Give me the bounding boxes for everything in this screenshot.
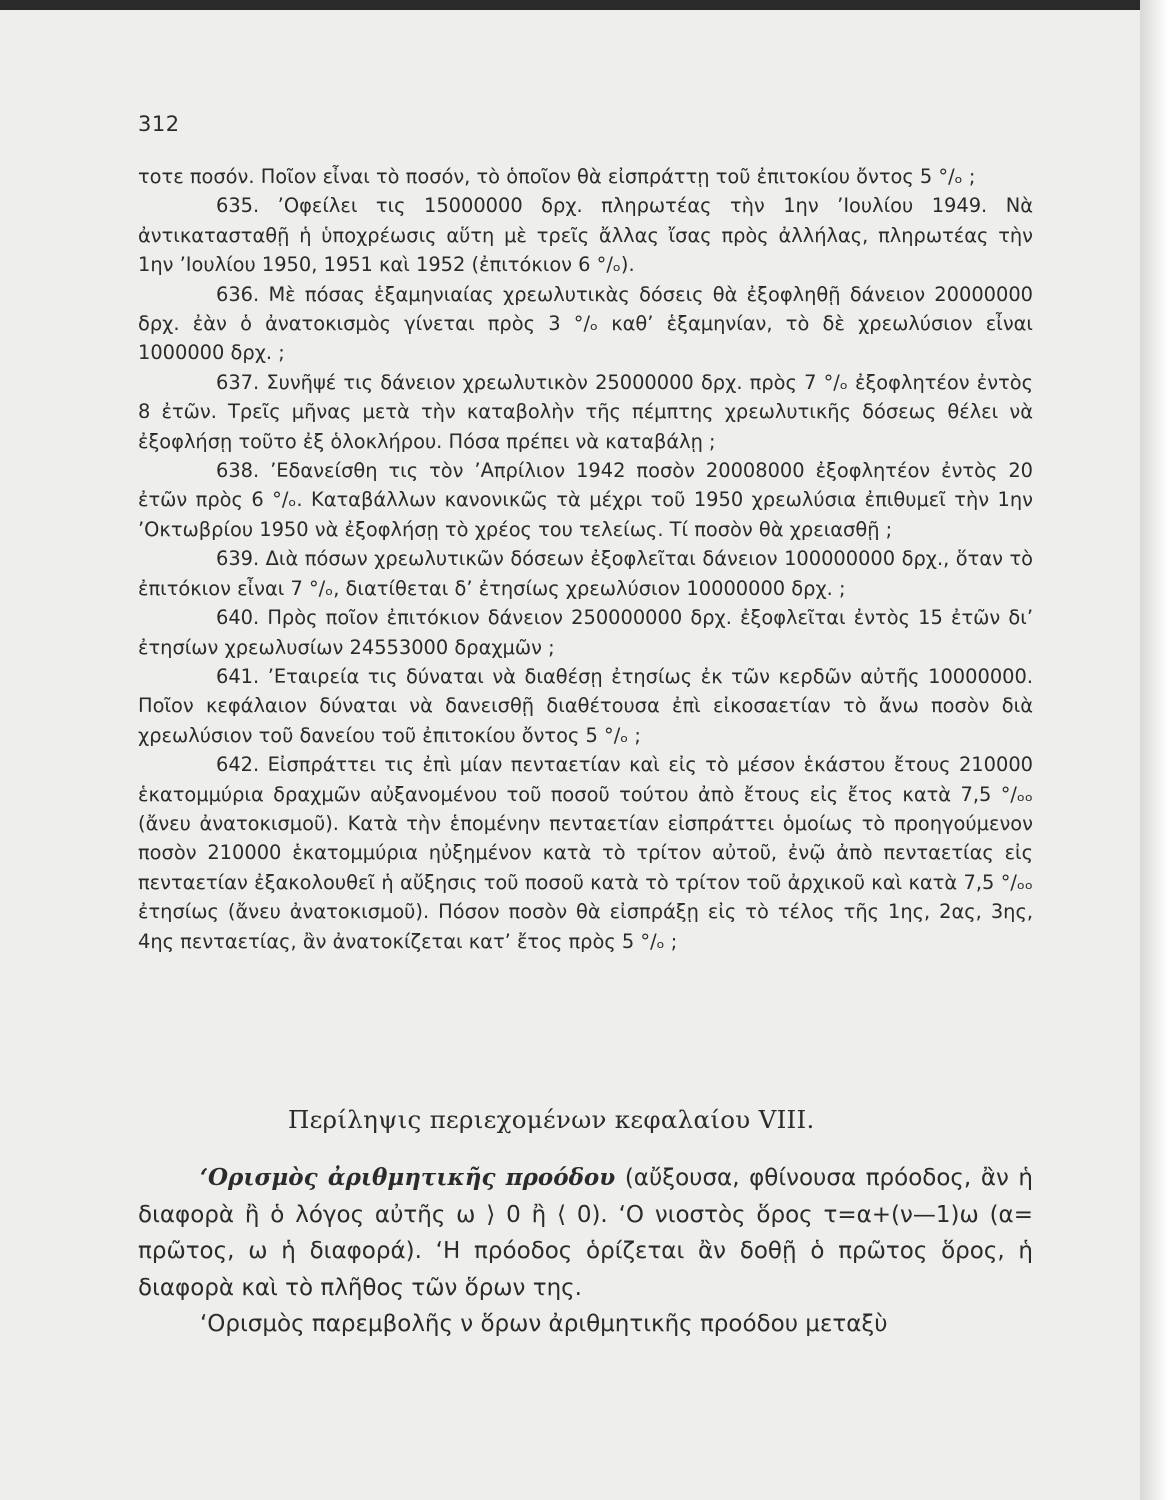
summary-text: ‘Ορισμὸς παρεμβολῆς ν ὅρων ἀριθμητικῆς προόδου μεταξὺ — [200, 1311, 888, 1337]
exercise-paragraph: τοτε ποσόν. Ποῖον εἶναι τὸ ποσόν, τὸ ὁποῖον θὰ εἰσπράττῃ τοῦ ἐπιτοκίου ὄντος 5 °/ₒ ; — [138, 165, 976, 188]
page-number: 312 — [138, 112, 180, 136]
section-title: Περίληψις περιεχομένων κεφαλαίου VIII. — [288, 1105, 815, 1134]
exercise-637: 637. Συνῆψέ τις δάνειον χρεωλυτικὸν 25000000 δρχ. πρὸς 7 °/ₒ ἐξοφλητέον ἐντὸς 8 ἐτῶν. Τρεῖς μῆνας μετὰ τὴν καταβολὴν τῆς πέμπτης χρεωλυτικῆς δόσεως θέλει νὰ ἐξοφλήσῃ τοῦτο ἐξ ὁλοκλήρου. Πόσα πρέπει νὰ καταβάλῃ ; — [138, 370, 1033, 453]
summary-term: ‘Ορισμὸς ἀριθμητικῆς προόδου — [200, 1164, 616, 1191]
exercise-642: 642. Εἰσπράττει τις ἐπὶ μίαν πενταετίαν καὶ εἰς τὸ μέσον ἑκάστου ἔτους 210000 ἑκατομμύρια δραχμῶν αὐξανομένου τοῦ ποσοῦ τούτου ἀπὸ ἔτους εἰς ἔτος κατὰ 7,5 °/ₒₒ (ἄνευ ἀνατοκισμοῦ). Κατὰ τὴν ἑπομένην πενταετίαν εἰσπράττει ὁμοίως τὸ προηγούμενον ποσὸν 210000 ἑκατομμύρια ηὐξημένον κατὰ τὸ τρίτον αὐτοῦ, ἐνῷ ἀπὸ πενταετίας εἰς πενταετίαν ἐξακολουθεῖ ἡ αὔξησις τοῦ ποσοῦ κατὰ τὸ τρίτον τοῦ ἀρχικοῦ καὶ κατὰ 7,5 °/ₒₒ ἐτησίως (ἄνευ ἀνατοκισμοῦ). Πόσον ποσὸν θὰ εἰσπράξῃ εἰς τὸ τέλος τῆς 1ης, 2ας, 3ης, 4ης πενταετίας, ἂν ἀνατοκίζεται κατ’ ἔτος πρὸς 5 °/ₒ ; — [138, 753, 1033, 953]
exercise-640: 640. Πρὸς ποῖον ἐπιτόκιον δάνειον 250000000 δρχ. ἐξοφλεῖται ἐντὸς 15 ἐτῶν δι’ ἐτησίων χρεωλυσίων 24553000 δραχμῶν ; — [138, 606, 1033, 659]
exercise-635: 635. ’Οφείλει τις 15000000 δρχ. πληρωτέας τὴν 1ην ’Ιουλίου 1949. Νὰ ἀντικατασταθῇ ἡ ὑποχρέωσις αὕτη μὲ τρεῖς ἄλλας ἴσας πρὸς ἀλλήλας, πληρωτέας τὴν 1ην ’Ιουλίου 1950, 1951 καὶ 1952 (ἐπιτόκιον 6 °/ₒ). — [138, 194, 1033, 277]
exercise-639: 639. Διὰ πόσων χρεωλυτικῶν δόσεων ἐξοφλεῖται δάνειον 100000000 δρχ., ὅταν τὸ ἐπιτόκιον εἶναι 7 °/ₒ, διατίθεται δ’ ἐτησίως χρεωλύσιον 10000000 δρχ. ; — [138, 547, 1033, 600]
summary-paragraph — [138, 1160, 1033, 1306]
exercise-636: 636. Μὲ πόσας ἑξαμηνιαίας χρεωλυτικὰς δόσεις θὰ ἐξοφληθῇ δάνειον 20000000 δρχ. ἐὰν ὁ ἀνατοκισμὸς γίνεται πρὸς 3 °/ₒ καθ’ ἑξαμηνίαν, τὸ δὲ χρεωλύσιον εἶναι 1000000 δρχ. ; — [138, 282, 1033, 365]
exercise-641: 641. ’Εταιρεία τις δύναται νὰ διαθέσῃ ἐτησίως ἐκ τῶν κερδῶν αὐτῆς 10000000. Ποῖον κεφάλαιον δύναται νὰ δανεισθῇ διαθέτουσα ἐπὶ εἰκοσαετίαν τὸ ἄνω ποσὸν διὰ χρεωλύσιον τοῦ δανείου τοῦ ἐπιτοκίου ὄντος 5 °/ₒ ; — [138, 664, 1033, 747]
summary-body — [138, 1160, 1033, 1343]
exercise-list — [138, 162, 1033, 956]
exercise-638: 638. ’Εδανείσθη τις τὸν ’Απρίλιον 1942 ποσὸν 20008000 ἐξοφλητέον ἐντὸς 20 ἐτῶν πρὸς 6 °/ₒ. Καταβάλλων κανονικῶς τὰ μέχρι τοῦ 1950 χρεωλύσια ἐπιθυμεῖ τὴν 1ην ’Οκτωβρίου 1950 νὰ ἐξοφλήσῃ τὸ χρέος του τελείως. Τί ποσὸν θὰ χρειασθῇ ; — [138, 459, 1033, 541]
summary-paragraph — [138, 1306, 1033, 1343]
page-edge — [1140, 0, 1168, 1500]
summary-text: (αὔξουσα, φθίνουσα πρόοδος, ἂν ἡ διαφορὰ ἢ ὁ λόγος αὐτῆς ω ⟩ 0 ἢ ⟨ 0). ‘Ο νιοστὸς ὅρος τ=α+(ν—1)ω (α= πρῶτος, ω ἡ διαφορά). ‘Η πρόοδος ὁρίζεται ἂν δοθῇ ὁ πρῶτος ὅρος, ἡ διαφορὰ καὶ τὸ πλῆθος τῶν ὅρων της. — [138, 1165, 1034, 1301]
